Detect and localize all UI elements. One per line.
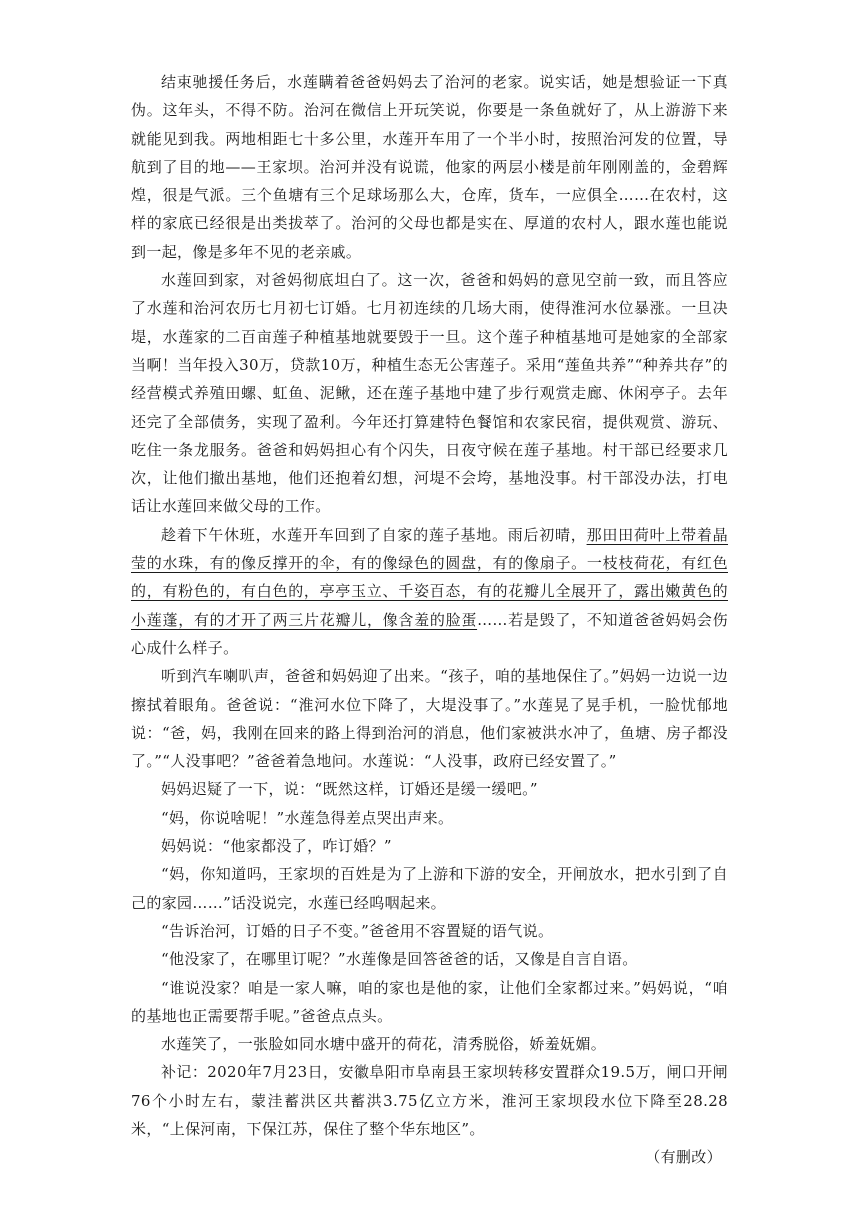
- paragraph-10: “他没家了，在哪里订呢？”水莲像是回答爸爸的话，又像是自言自语。: [161, 950, 638, 969]
- paragraph-6: “妈，你说啥呢！”水莲急得差点哭出声来。: [161, 808, 454, 827]
- paragraph-3: [131, 521, 728, 662]
- paragraph-12: 水莲笑了，一张脸如同水塘中盛开的荷花，清秀脱俗，娇羞妩媚。: [161, 1035, 607, 1054]
- paragraph-2: 水莲回到家，对爸妈彻底坦白了。这一次，爸爸和妈妈的意见空前一致，而且答应了水莲和治河农历七月初七订婚。七月初连续的几场大雨，使得淮河水位暴涨。一旦决堤，水莲家的二百亩莲子种植基地就要毁于一旦。这个莲子种植基地可是她家的全部家当啊！当年投入30万，贷款10万，种植生态无公害莲子。采用“莲鱼共养”“种养共存”的经营模式养殖田螺、虹鱼、泥鳅，还在莲子基地中建了步行观赏走廊、休闲亭子。去年还完了全部债务，实现了盈利。今年还打算建特色餐馆和农家民宿，提供观赏、游玩、吃住一条龙服务。爸爸和妈妈担心有个闪失，日夜守候在莲子基地。村干部已经要求几次，让他们撤出基地，他们还抱着幻想，河堤不会垮，基地没事。村干部没办法，打电话让水莲回来做父母的工作。: [131, 271, 728, 516]
- paragraph-3-lead: 趁着下午休班，水莲开车回到了自家的莲子基地。雨后初晴，: [161, 525, 587, 544]
- paragraph-5: 妈妈迟疑了一下，说：“既然这样，订婚还是缓一缓吧。”: [161, 780, 538, 799]
- paragraph-7: 妈妈说：“他家都没了，咋订婚？”: [161, 837, 392, 856]
- paragraph-8: “妈，你知道吗，王家坝的百姓是为了上游和下游的安全，开闸放水，把水引到了自己的家园……”话没说完，水莲已经呜咽起来。: [131, 865, 728, 912]
- article-body: [131, 68, 728, 1172]
- postscript-note: 补记：2020年7月23日，安徽阜阳市阜南县王家坝转移安置群众19.5万，闸口开闸76个小时左右，蒙洼蓄洪区共蓄洪3.75亿立方米，淮河王家坝段水位下降至28.28米，“上保河南，下保江苏，保住了整个华东地区”。: [131, 1063, 728, 1138]
- paragraph-4: 听到汽车喇叭声，爸爸和妈妈迎了出来。“孩子，咱的基地保住了。”妈妈一边说一边擦拭着眼角。爸爸说：“淮河水位下降了，大堤没事了。”水莲晃了晃手机，一脸忧郁地说：“爸，妈，我刚在回来的路上得到治河的消息，他们家被洪水冲了，鱼塘、房子都没了。”“人没事吧？”爸爸着急地问。水莲说：“人没事，政府已经安置了。”: [131, 667, 728, 771]
- paragraph-3-tail: ……若是毁了，不知道爸爸妈妈会伤心成什么样子。: [131, 610, 729, 657]
- underlined-passage: 那田田荷叶上带着晶莹的水珠，有的像反撑开的伞，有的像绿色的圆盘，有的像扇子。一枝枝荷花，有红色的，有粉色的，有白色的，亭亭玉立、千姿百态，有的花瓣儿全展开了，露出嫩黄色的小莲蓬，有的才开了两三片花瓣儿，像含羞的脸蛋: [131, 525, 729, 629]
- revision-note: （有删改）: [645, 1148, 722, 1167]
- paragraph-1: 结束驰援任务后，水莲瞒着爸爸妈妈去了治河的老家。说实话，她是想验证一下真伪。这年头，不得不防。治河在微信上开玩笑说，你要是一条鱼就好了，从上游游下来就能见到我。两地相距七十多公里，水莲开车用了一个半小时，按照治河发的位置，导航到了目的地——王家坝。治河并没有说谎，他家的两层小楼是前年刚刚盖的，金碧辉煌，很是气派。三个鱼塘有三个足球场那么大，仓库，货车，一应俱全……在农村，这样的家底已经很是出类拔萃了。治河的父母也都是实在、厚道的农村人，跟水莲也能说到一起，像是多年不见的老亲戚。: [131, 73, 728, 261]
- paragraph-11: “谁说没家？咱是一家人嘛，咱的家也是他的家，让他们全家都过来。”妈妈说，“咱的基地也正需要帮手呢。”爸爸点点头。: [131, 978, 728, 1025]
- paragraph-9: “告诉治河，订婚的日子不变。”爸爸用不容置疑的语气说。: [161, 921, 554, 940]
